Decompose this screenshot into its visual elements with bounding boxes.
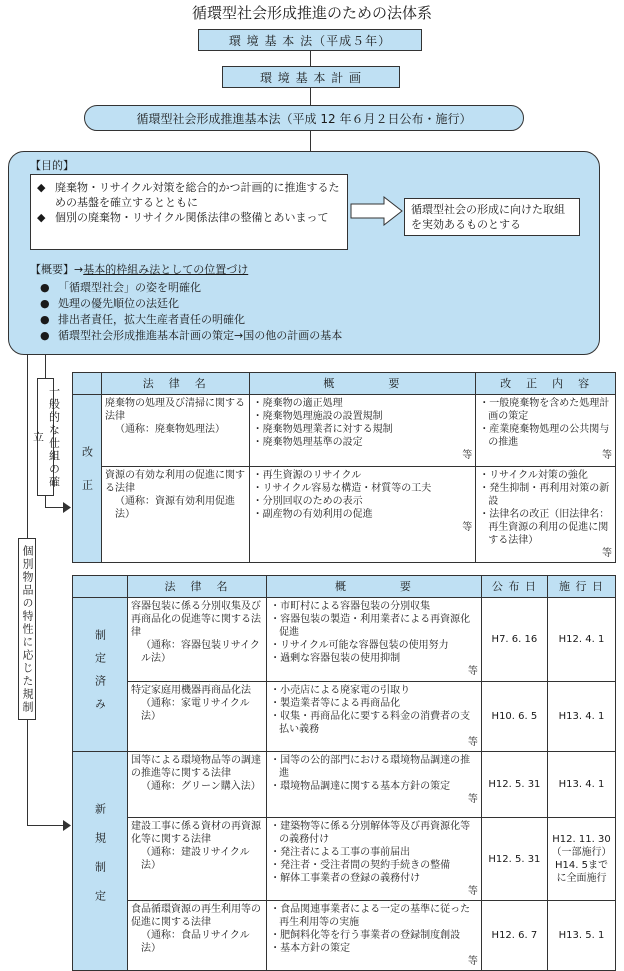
summary-cell: ・ 小売店による廃家電の引取り ・ 製造業者等による再商品化 ・ 収集・再商品化に要する料金の消費者の支払い義務 等 — [267, 682, 482, 752]
recycling-society-basic-law-box: 循環型社会形成推進基本法（平成 12 年６月２日公布・施行） — [84, 105, 524, 131]
header-cell: 概 要 — [249, 373, 476, 395]
enforcement-date: H12. 11. 30（一部施行）H14. 5までに全面施行 — [547, 818, 615, 901]
promulgation-date: H12. 6. 7 — [481, 901, 547, 971]
summary-cell: ・ 国等の公的部門における環境物品調達の推進 ・ 環境物品調達に関する基本方針の策定 等 — [267, 752, 482, 818]
summary-cell: ・ 食品関連事業者による一定の基準に従った再生利用等の実施 ・ 肥飼料化等を行う事業者の登録制度創設 ・ 基本方針の策定 等 — [267, 901, 482, 971]
enforcement-date: H13. 5. 1 — [547, 901, 615, 971]
overview-item: ● 循環型社会形成推進基本計画の策定→国の他の計画の基本 — [40, 329, 343, 342]
purpose-box — [30, 174, 348, 250]
table-row — [73, 682, 616, 752]
table-row — [73, 598, 616, 682]
individual-laws-table — [72, 575, 616, 971]
promulgation-date: H12. 5. 31 — [481, 752, 547, 818]
arrow-head-icon — [63, 502, 72, 513]
basic-environment-law-box: 環 境 基 本 法（平成５年） — [198, 29, 422, 51]
category-revised: 改正 — [73, 395, 102, 563]
circle-bullet-icon: ● — [40, 329, 50, 342]
law-name-cell: 特定家庭用機器再商品化法 （通称：家電リサイクル法） — [128, 682, 267, 752]
branch-line — [27, 825, 66, 826]
revision-cell: ・ 一般廃棄物を含めた処理計画の策定 ・ 産業廃棄物処理の公共関与の推進 等 — [476, 395, 616, 467]
general-framework-label: 一般的な仕組の確立 — [37, 378, 54, 496]
circle-bullet-icon: ● — [40, 297, 50, 310]
diamond-bullet-icon: ◆ — [37, 211, 46, 224]
table-header-row — [73, 576, 616, 598]
header-cell: 概 要 — [267, 576, 482, 598]
summary-cell: ・ 再生資源のリサイクル ・ リサイクル容易な構造・材質等の工夫 ・ 分別回収のための表示 ・ 副産物の有効利用の促進 等 — [249, 467, 476, 563]
overview-list — [40, 280, 342, 344]
table-row — [73, 901, 616, 971]
header-cell: 法 律 名 — [102, 373, 250, 395]
enforcement-date: H13. 4. 1 — [547, 682, 615, 752]
overview-item: ● 「循環型社会」の姿を明確化 — [40, 281, 201, 294]
law-name-cell: 食品循環資源の再生利用等の促進に関する法律 （通称：食品リサイクル法） — [128, 901, 267, 971]
overview-heading: 【概要】→基本的枠組み法としての位置づけ — [30, 263, 249, 276]
purpose-item: ◆ 廃棄物・リサイクル対策を総合的かつ計画的に推進するための基盤を確立するとともに — [37, 181, 340, 209]
category-new: 新規制定 — [73, 752, 128, 971]
law-name-cell: 国等による環境物品等の調達の推進等に関する法律 （通称：グリーン購入法） — [128, 752, 267, 818]
diamond-bullet-icon: ◆ — [37, 181, 46, 194]
promulgation-date: H12. 5. 31 — [481, 818, 547, 901]
category-enacted: 制定済み — [73, 598, 128, 752]
purpose-result-box: 循環型社会の形成に向けた取組を実効あるものとする — [404, 198, 580, 236]
law-name-cell: 建設工事に係る資材の再資源化等に関する法律 （通称：建設リサイクル法） — [128, 818, 267, 901]
connector-line — [310, 51, 311, 66]
arrow-right-icon — [350, 196, 404, 226]
diagram-title: 循環型社会形成推進のための法体系 — [191, 4, 432, 22]
promulgation-date: H10. 6. 5 — [481, 682, 547, 752]
law-name-cell: 容器包装に係る分別収集及び再商品化の促進等に関する法律 （通称：容器包装リサイクル法） — [128, 598, 267, 682]
circle-bullet-icon: ● — [40, 281, 50, 294]
revised-laws-table — [72, 372, 616, 563]
enforcement-date: H12. 4. 1 — [547, 598, 615, 682]
connector-line — [310, 131, 311, 151]
law-name-cell: 資源の有効な利用の促進に関する法律 （通称：資源有効利用促進法） — [102, 467, 250, 563]
header-cell: 公 布 日 — [481, 576, 547, 598]
summary-cell: ・ 市町村による容器包装の分別収集 ・ 容器包装の製造・利用業者による再資源化促進 ・ リサイクル可能な容器包装の使用努力 ・ 過剰な容器包装の使用抑制 等 — [267, 598, 482, 682]
revision-cell: ・ リサイクル対策の強化 ・ 発生抑制・再利用対策の新設 ・ 法律名の改正（旧法律名：再生資源の利用の促進に関する法律） 等 — [476, 467, 616, 563]
table-header-row — [73, 373, 616, 395]
circle-bullet-icon: ● — [40, 313, 50, 326]
header-cell: 施 行 日 — [547, 576, 615, 598]
table-row — [73, 818, 616, 901]
overview-item: ● 処理の優先順位の法廷化 — [40, 297, 179, 310]
summary-cell: ・ 廃棄物の適正処理 ・ 廃棄物処理施設の設置規制 ・ 廃棄物処理業者に対する規制 ・ 廃棄物処理基準の設定 等 — [249, 395, 476, 467]
header-cell — [73, 576, 128, 598]
purpose-heading: 【目的】 — [30, 159, 74, 172]
individual-regulation-label: 個別物品の特性に応じた規制 — [18, 538, 36, 720]
law-name-cell: 廃棄物の処理及び清掃に関する法律 （通称：廃棄物処理法） — [102, 395, 250, 467]
purpose-item: ◆ 個別の廃棄物・リサイクル関係法律の整備とあいまって — [37, 211, 329, 224]
basic-environment-plan-box: 環 境 基 本 計 画 — [222, 66, 400, 88]
header-cell: 法 律 名 — [128, 576, 267, 598]
table-row — [73, 467, 616, 563]
enforcement-date: H13. 4. 1 — [547, 752, 615, 818]
arrow-head-icon — [63, 820, 72, 831]
table-row — [73, 752, 616, 818]
connector-line — [310, 88, 311, 105]
overview-item: ● 排出者責任，拡大生産者責任の明確化 — [40, 313, 245, 326]
summary-cell: ・ 建築物等に係る分別解体等及び再資源化等の義務付け ・ 発注者による工事の事前届出 ・ 発注者・受注者間の契約手続きの整備 ・ 解体工事業者の登録の義務付け 等 — [267, 818, 482, 901]
header-cell — [73, 373, 102, 395]
table-row — [73, 395, 616, 467]
promulgation-date: H7. 6. 16 — [481, 598, 547, 682]
header-cell: 改 正 内 容 — [476, 373, 616, 395]
